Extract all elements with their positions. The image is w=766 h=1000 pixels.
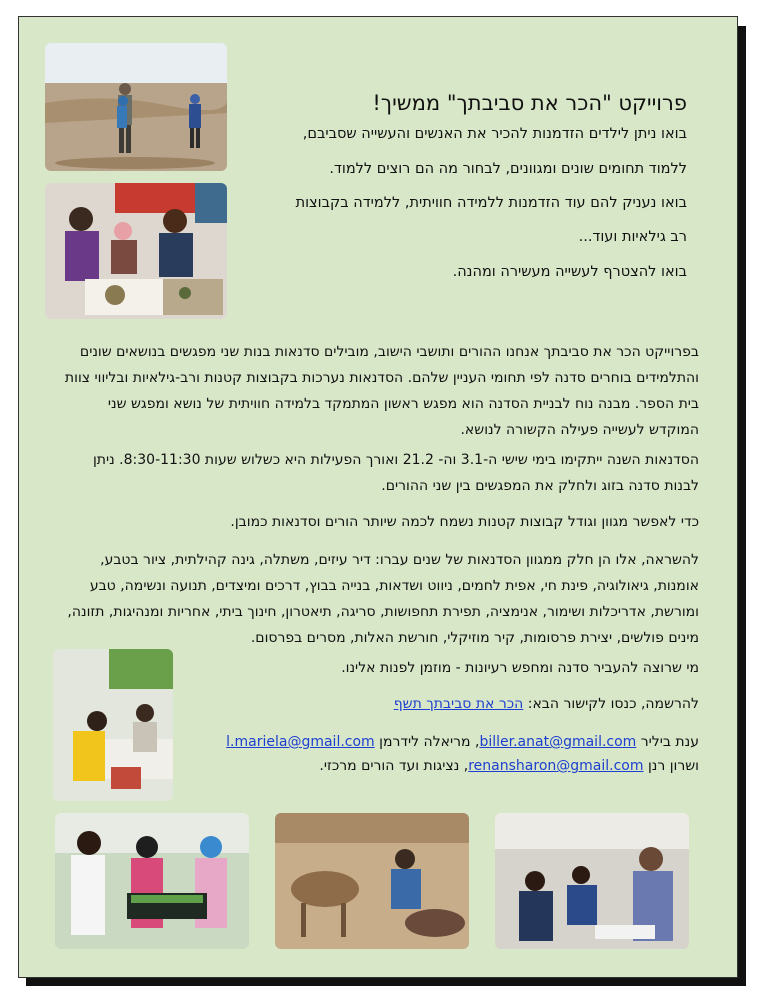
contact-suffix: , נציגות ועד הורים מרכזי. [319,758,469,774]
intro-line: בואו להצטרף לעשייה מעשירה ומהנה. [452,264,687,280]
photo-nature-art [45,183,227,319]
intro-line: בואו ניתן לילדים הזדמנות להכיר את האנשים והעשייה שסביבם, [302,126,687,142]
registration-link[interactable]: הכר את סביבתך תשף [393,696,524,712]
intro-line: רב גילאיות ועוד... [578,229,687,245]
contact-line-2 [189,753,699,779]
paragraph-inspiration: להשראה, אלו הן חלק ממגוון הסדנאות של שנים עברו: דיר עיזים, משתלה, גינה קהילתית, ציור בטבע, אומנות, גיאולוגיה, פינת חי, אפית לחמים, ניווט ושדאות, בנייה בבוץ, דרכים ומיצדים, תנועה ונשימה, טבע ומורשת, אדריכלות ושימור, אנימציה, תפירת תחפושות, סריגה, תיאטרון, חינוך ביתי, אחריות ומנהיגות, תזונה, מינים פולשים, יצירת פרסומות, קיר מוזיקלי, חורשת האלות, מסרים בפרסום. [67,552,699,646]
paragraph-groups: כדי לאפשר מגוון וגודל קבוצות קטנות נשמח לכמה שיותר הורים וסדנאות כמובן. [230,514,699,530]
intro-line: ללמוד תחומים שונים ומגוונים, לבחור מה הם רוצים ללמוד. [329,161,687,177]
intro-line: בואו נעניק להם עוד הזדמנות ללמידה חוויתית, ללמידה בקבוצות [295,195,687,211]
registration-line [189,691,699,717]
email-link[interactable]: biller.anat@gmail.com [479,734,637,750]
page-title: פרוייקט "הכר את סביבתך" ממשיך! [372,91,687,115]
contact-name: ענת ביליר [636,734,699,750]
photo-goats [275,813,469,949]
photo-workshop [53,649,173,801]
photo-hiking [45,43,227,171]
contact-line-1 [189,729,699,755]
photo-seedlings [55,813,249,949]
registration-prefix: להרשמה, כנסו לקישור הבא: [523,696,699,712]
email-link[interactable]: l.mariela@gmail.com [226,734,375,750]
paragraph-about: בפרוייקט הכר את סביבתך אנחנו ההורים ותושבי הישוב, מובילים סדנאות בנות שני מפגשים בנושאים שונים והתלמידים בוחרים סדנה לפי תחומי העניין שלהם. הסדנאות נערכות בקבוצות קטנות ורב-גילאיות ובליווי צוות בית הספר. מבנה נוח לבניית הסדנה הוא מפגש ראשון המתמקד בלמידה חוויתית של נושא ומפגש שני המוקדש לעשייה פעילה הקשורה לנושא. [64,344,699,438]
email-link[interactable]: renansharon@gmail.com [468,758,644,774]
photo-classroom [495,813,689,949]
contact-name: , מריאלה לידרמן [374,734,480,750]
paragraph-dates: הסדנאות השנה ייתקימו בימי שישי ה-3.1 וה- 21.2 ואורך הפעילות היא כשלוש שעות 8:30-11:30. ניתן לבנות סדנה בזוג ולחלק את המפגשים בין שני ההורים. [92,452,699,494]
paragraph-ideas: מי שרוצה להעביר סדנה ומחפש רעיונות - מוזמן לפנות אלינו. [341,660,699,676]
contact-name: ושרון רנן [643,758,699,774]
flyer-page [18,16,738,978]
